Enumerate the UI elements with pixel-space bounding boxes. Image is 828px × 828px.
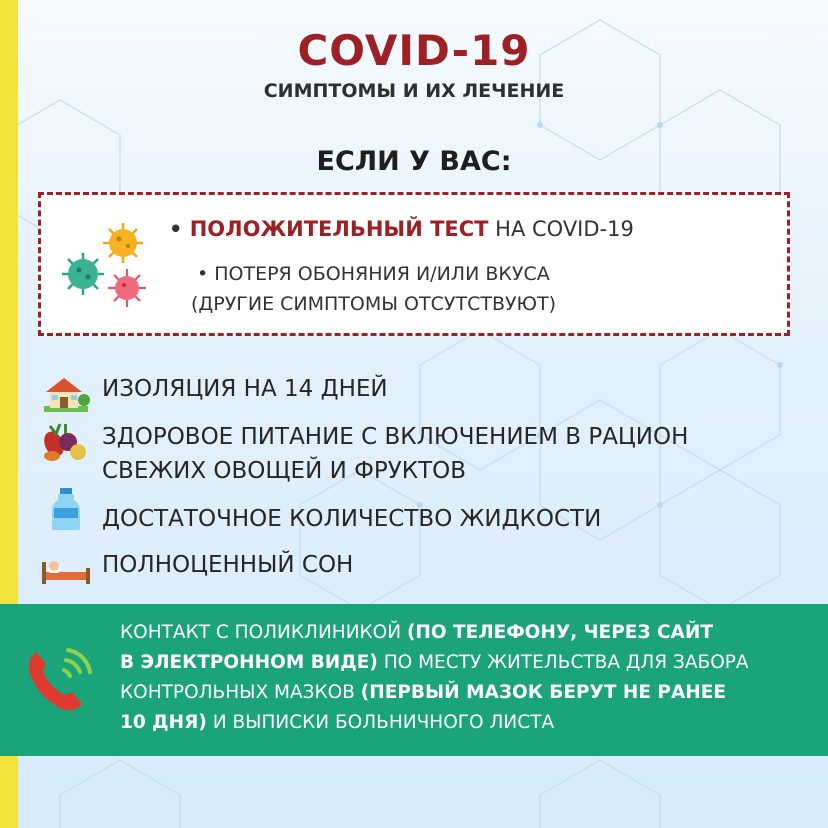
contact-banner xyxy=(0,604,828,756)
recommendation-isolation xyxy=(40,372,388,416)
recommendation-fluids xyxy=(40,502,601,540)
symptoms-box xyxy=(38,192,790,336)
symptom-loss-of-smell: • ПОТЕРЯ ОБОНЯНИЯ И/ИЛИ ВКУСА xyxy=(197,263,550,285)
house-icon xyxy=(40,372,92,416)
phone-icon xyxy=(22,642,98,718)
recommendation-text: ПОЛНОЦЕННЫЙ СОН xyxy=(102,552,354,578)
recommendation-text: ИЗОЛЯЦИЯ НА 14 ДНЕЙ xyxy=(102,376,388,402)
page-subtitle: СИМПТОМЫ И ИХ ЛЕЧЕНИЕ xyxy=(263,80,565,102)
recommendation-text-continued: СВЕЖИХ ОВОЩЕЙ И ФРУКТОВ xyxy=(102,458,467,484)
page-title: COVID-19 xyxy=(297,26,531,75)
contact-text: КОНТАКТ С ПОЛИКЛИНИКОЙ (ПО ТЕЛЕФОНУ, ЧЕРЕЗ САЙТ В ЭЛЕКТРОННОМ ВИДЕ) ПО МЕСТУ ЖИТЕЛЬСТВА ДЛЯ ЗАБОРА КОНТРОЛЬНЫХ МАЗКОВ (ПЕРВЫЙ МАЗОК БЕРУТ НЕ РАНЕЕ 10 ДНЯ) И ВЫПИСКИ БОЛЬНИЧНОГО ЛИСТА xyxy=(120,622,749,733)
symptom-no-other-symptoms: (ДРУГИЕ СИМПТОМЫ ОТСУТСТВУЮТ) xyxy=(191,293,557,315)
recommendation-sleep xyxy=(40,548,353,592)
if-you-have-heading: ЕСЛИ У ВАС: xyxy=(316,146,512,177)
symptom-positive-test: • ПОЛОЖИТЕЛЬНЫЙ ТЕСТ НА COVID-19 xyxy=(169,217,634,241)
vegetables-icon xyxy=(40,420,92,464)
recommendation-text: ДОСТАТОЧНОЕ КОЛИЧЕСТВО ЖИДКОСТИ xyxy=(102,506,602,532)
water-bottle-icon xyxy=(40,476,92,540)
virus-icon xyxy=(57,217,157,317)
recommendation-text: ЗДОРОВОЕ ПИТАНИЕ С ВКЛЮЧЕНИЕМ В РАЦИОН xyxy=(102,424,689,450)
recommendation-healthy-food xyxy=(40,420,688,488)
bed-icon xyxy=(40,548,92,592)
